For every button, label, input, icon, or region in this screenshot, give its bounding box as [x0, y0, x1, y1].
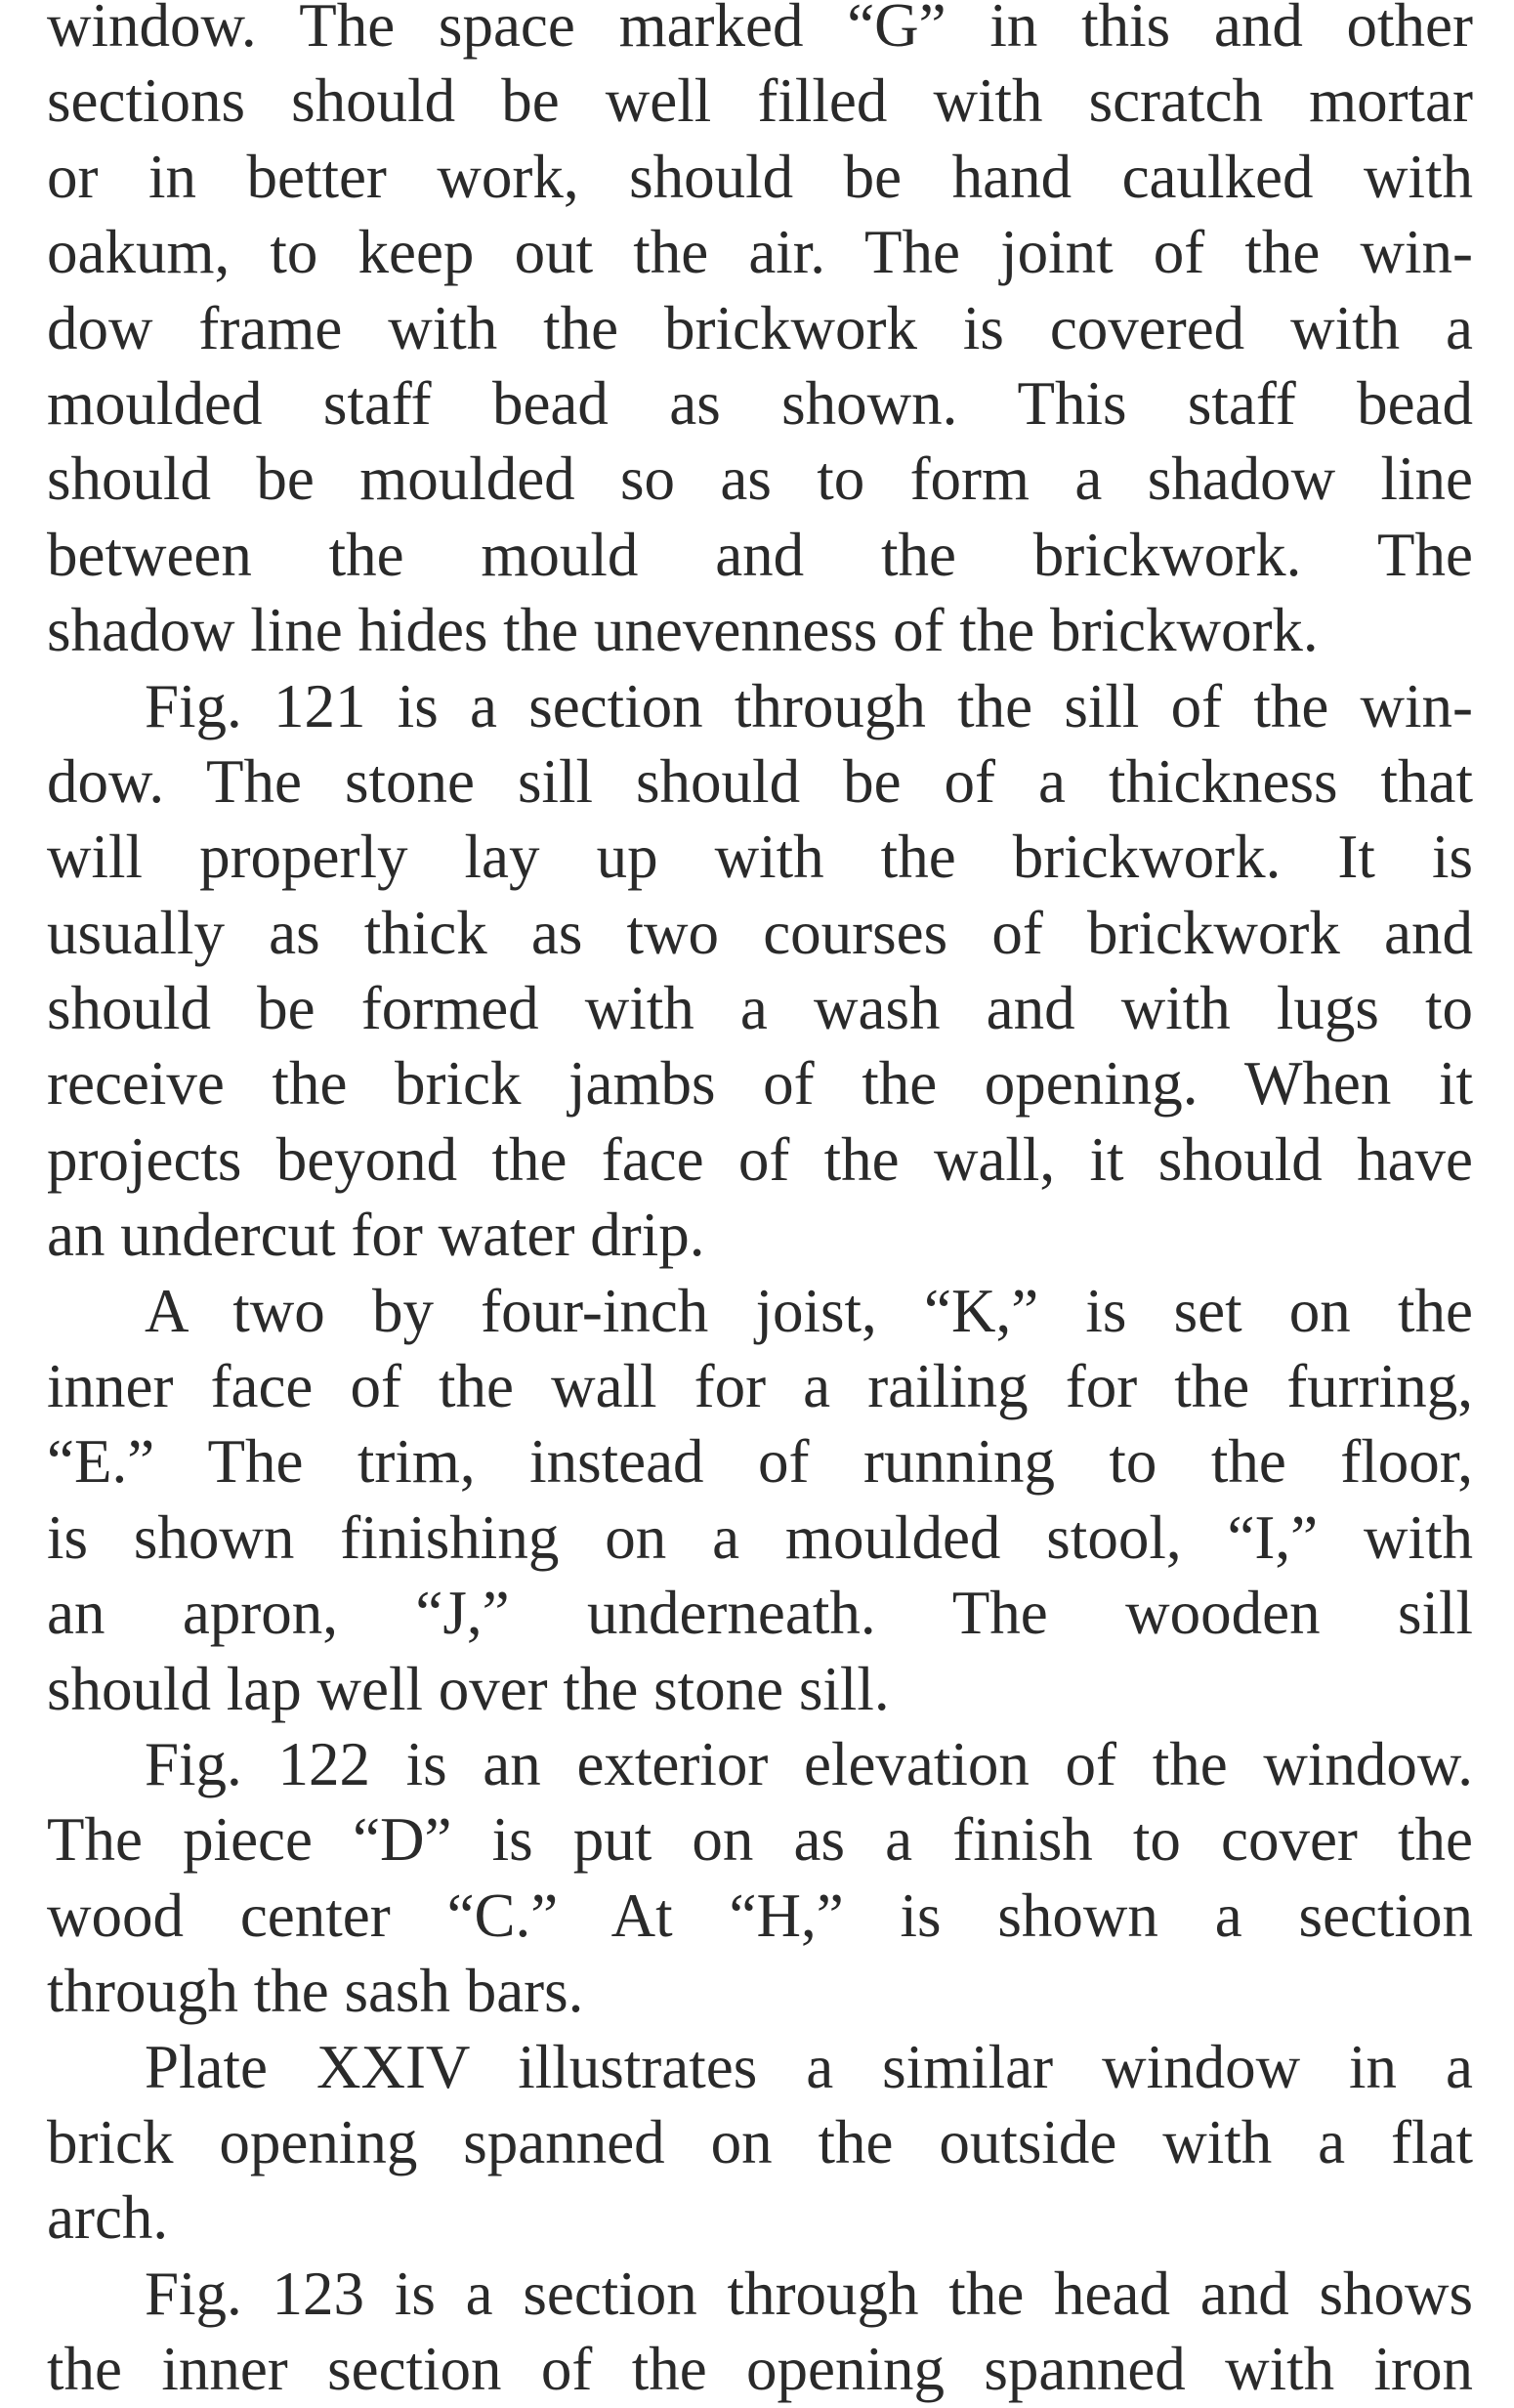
text-line: projects beyond the face of the wall, it should have	[47, 1124, 1473, 1194]
text-line: dow. The stone sill should be of a thickness that	[47, 746, 1473, 816]
text-line: Fig. 122 is an exterior elevation of the window.	[145, 1729, 1473, 1798]
paragraph	[47, 1274, 1473, 1727]
text-line: should lap well over the stone sill.	[47, 1654, 890, 1723]
text-line: will properly lay up with the brickwork. It is	[47, 823, 1473, 892]
text-line: brick opening spanned on the outside with a flat	[47, 2107, 1473, 2176]
text-line: Fig. 123 is a section through the head and shows	[145, 2259, 1473, 2328]
text-line: moulded staff bead as shown. This staff bead	[47, 368, 1473, 438]
text-line: should be formed with a wash and with lugs to	[47, 974, 1473, 1043]
text-line: or in better work, should be hand caulked with	[47, 142, 1473, 211]
text-line: inner face of the wall for a railing for the furring,	[47, 1352, 1473, 1421]
text-line: the inner section of the opening spanned with iron	[47, 2335, 1473, 2404]
text-line: through the sash bars.	[47, 1957, 584, 2026]
text-line: usually as thick as two courses of brickwork and	[47, 898, 1473, 967]
text-line: should be moulded so as to form a shadow line	[47, 444, 1473, 514]
text-line: receive the brick jambs of the opening. When it	[47, 1049, 1473, 1119]
text-line: Fig. 121 is a section through the sill of the win-	[145, 671, 1473, 740]
text-line: The piece “D” is put on as a finish to cover the	[47, 1805, 1473, 1875]
text-line: an apron, “J,” underneath. The wooden sill	[47, 1579, 1473, 1648]
text-line: sections should be well filled with scratch mortar	[47, 66, 1473, 136]
paragraph	[47, 669, 1473, 1274]
document-page	[47, 0, 1473, 2404]
text-line: arch.	[47, 2183, 169, 2253]
text-line: is shown finishing on a moulded stool, “I,” with	[47, 1502, 1473, 1572]
text-line: between the mould and the brickwork. The	[47, 520, 1473, 589]
text-line: “E.” The trim, instead of running to the floor,	[47, 1427, 1473, 1497]
text-line: oakum, to keep out the air. The joint of the win-	[47, 218, 1473, 287]
text-line: Plate XXIV illustrates a similar window in a	[145, 2032, 1473, 2101]
paragraph	[47, 2257, 1473, 2408]
text-line: wood center “C.” At “H,” is shown a section	[47, 1880, 1473, 1950]
paragraph	[47, 2030, 1473, 2257]
text-line: window. The space marked “G” in this and other	[47, 0, 1473, 60]
paragraph	[47, 0, 1473, 669]
paragraph	[47, 1727, 1473, 2030]
text-line: dow frame with the brickwork is covered with a	[47, 293, 1473, 362]
text-line: A two by four-inch joist, “K,” is set on the	[145, 1276, 1473, 1345]
text-line: shadow line hides the unevenness of the brickwork.	[47, 596, 1319, 665]
text-line: an undercut for water drip.	[47, 1201, 705, 1270]
